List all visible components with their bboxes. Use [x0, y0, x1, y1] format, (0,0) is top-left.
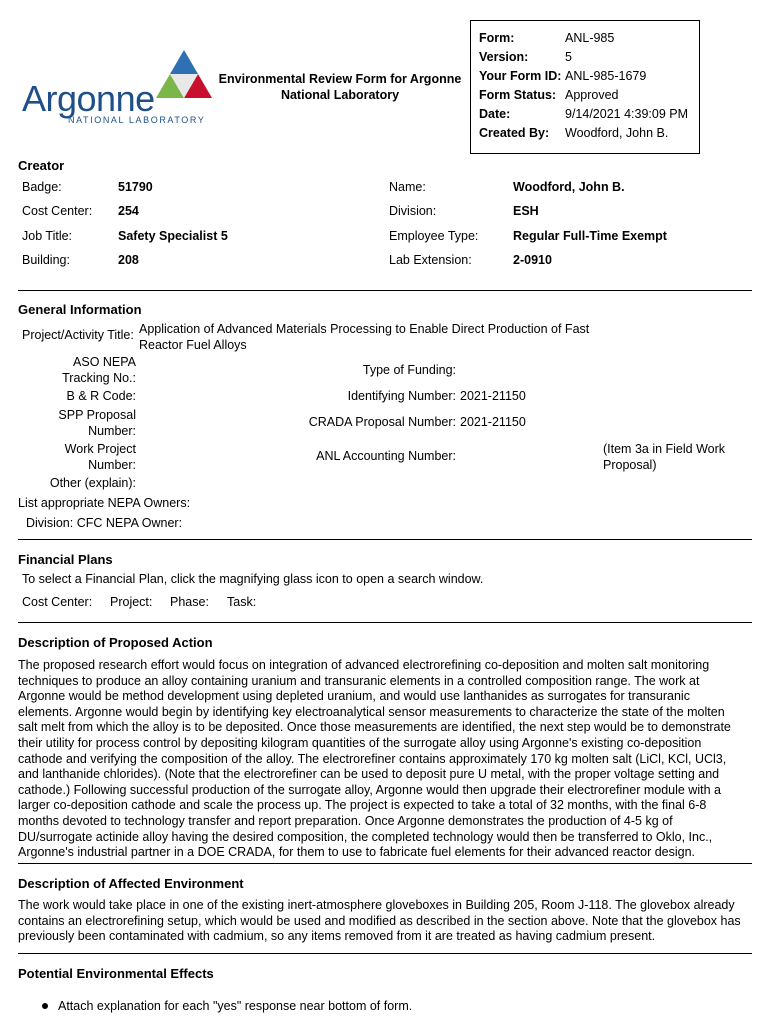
- identifying-number-value: 2021-21150: [460, 389, 526, 403]
- form-id-row: Your Form ID: ANL-985-1679: [479, 69, 647, 83]
- form-title: [212, 71, 468, 103]
- form-status-value: Approved: [565, 88, 619, 102]
- division-label: Division:: [389, 204, 437, 218]
- fp-project-label: Project:: [110, 595, 153, 609]
- lab-extension-label: Lab Extension:: [389, 253, 472, 267]
- form-status-row: Form Status: Approved: [479, 88, 619, 102]
- general-info-heading: General Information: [18, 302, 142, 317]
- form-title-line1: Environmental Review Form for Argonne: [218, 72, 462, 86]
- section-divider: [18, 539, 752, 540]
- fp-cost-center-label: Cost Center:: [22, 595, 93, 609]
- proposed-action-text: The proposed research effort would focus on integration of advanced electrorefining co-deposition and molten salt monitoring techniques to produce an alloy containing uranium and transuranic elements in a controlled composition range. The work at Argonne would be method development using depleted uranium, and would use lanthanides as surrogates for transuranic elements. Argonne would begin by identifying key electroanalytical sensor measurements to characterize the state of the molten salt melt from which the alloy is to be deposited. Once those measurements are identified, the next step would be to demonstrate their utility for process control by depositing kilogram quantities of the surrogate alloy using Argonne's existing co-deposition cathode and verifying the composition of the alloy. The electrorefiner contains approximately 170 kg molten salt (LiCl, KCl, UCl3, and lanthanide chlorides). (Note that the electrorefiner can be used to deposit pure U metal, with the proper voltage setting and cathode.) Following successful production of the surrogate alloy, Argonne would then upgrade their electrorefiner module with a larger co-deposition cathode and scale the process up. The project is expected to take a total of 32 months, with the final 6-8 months devoted to technology transfer and report preparation. Once Argonne demonstrates the production of 4-5 kg of DU/surrogate actinide alloy having the desired composition, the completed technology would then be transferred to Oklo, Inc., Argonne's industrial partner in a DOE CRADA, for them to use to fabricate fuel elements for their advanced reactor design.: [18, 658, 731, 860]
- badge-label: Badge:: [22, 180, 62, 194]
- bullet-icon: [42, 1003, 48, 1009]
- form-row: Form: ANL-985: [479, 31, 615, 45]
- section-divider: [18, 863, 752, 864]
- name-label: Name:: [389, 180, 426, 194]
- building-label: Building:: [22, 253, 70, 267]
- br-code-label: B & R Code:: [66, 389, 136, 403]
- lab-extension-value: 2-0910: [513, 253, 552, 267]
- affected-environment-heading: Description of Affected Environment: [18, 876, 244, 891]
- cost-center-label: Cost Center:: [22, 204, 93, 218]
- form-info-box: [470, 20, 700, 154]
- division-nepa-owner-label: Division: CFC NEPA Owner:: [26, 516, 183, 530]
- form-title-line2: National Laboratory: [280, 88, 400, 102]
- name-value: Woodford, John B.: [513, 180, 625, 194]
- effects-instruction: Attach explanation for each "yes" response near bottom of form.: [58, 999, 413, 1013]
- section-divider: [18, 290, 752, 291]
- fp-phase-label: Phase:: [170, 595, 209, 609]
- job-title-label: Job Title:: [22, 229, 73, 243]
- affected-environment-text: The work would take place in one of the existing inert-atmosphere gloveboxes in Building 205, Room J-118. The glovebox already contains an electrorefining setup, which would be used and modified as described in the section above. Note that the glovebox has previously been contaminated with cadmium, so any items removed from it are treated as having cadmium present.: [18, 898, 741, 944]
- item-note: (Item 3a in Field Work Proposal): [603, 442, 726, 472]
- identifying-number-label: Identifying Number:: [347, 389, 456, 403]
- badge-value: 51790: [118, 180, 153, 194]
- nepa-owners-label: List appropriate NEPA Owners:: [18, 496, 191, 510]
- project-title-value: Application of Advanced Materials Processing to Enable Direct Production of Fast Reactor Fuel Alloys: [139, 322, 590, 352]
- section-divider: [18, 622, 752, 623]
- form-value: ANL-985: [565, 31, 615, 45]
- form-id-value: ANL-985-1679: [565, 69, 647, 83]
- logo-subtitle: NATIONAL LABORATORY: [68, 115, 206, 125]
- created-by-value: Woodford, John B.: [565, 126, 669, 140]
- building-value: 208: [118, 253, 139, 267]
- employee-type-value: Regular Full-Time Exempt: [513, 229, 667, 243]
- cost-center-value: 254: [118, 204, 139, 218]
- date-value: 9/14/2021 4:39:09 PM: [565, 107, 689, 121]
- environmental-effects-heading: Potential Environmental Effects: [18, 966, 214, 981]
- work-project-label: Work Project Number:: [64, 442, 136, 472]
- crada-proposal-value: 2021-21150: [460, 415, 526, 429]
- argonne-logo: [22, 48, 212, 128]
- employee-type-label: Employee Type:: [389, 229, 479, 243]
- aso-nepa-label: ASO NEPA Tracking No.:: [62, 355, 136, 385]
- division-value: ESH: [513, 204, 539, 218]
- financial-plans-heading: Financial Plans: [18, 552, 113, 567]
- anl-accounting-label: ANL Accounting Number:: [316, 449, 456, 463]
- job-title-value: Safety Specialist 5: [118, 229, 228, 243]
- financial-plans-instruction: To select a Financial Plan, click the magnifying glass icon to open a search window.: [22, 572, 484, 586]
- created-by-row: Created By: Woodford, John B.: [479, 126, 669, 140]
- logo-wordmark: Argonne: [22, 78, 155, 119]
- proposed-action-heading: Description of Proposed Action: [18, 635, 213, 650]
- date-row: Date: 9/14/2021 4:39:09 PM: [479, 107, 689, 121]
- project-title-label: Project/Activity Title:: [22, 328, 134, 342]
- version-value: 5: [565, 50, 572, 64]
- spp-proposal-label: SPP Proposal Number:: [58, 408, 136, 438]
- section-divider: [18, 953, 752, 954]
- funding-type-label: Type of Funding:: [362, 363, 456, 377]
- argonne-triangle-logo-icon: [154, 48, 214, 102]
- version-row: Version: 5: [479, 50, 572, 64]
- fp-task-label: Task:: [227, 595, 257, 609]
- other-explain-label: Other (explain):: [49, 476, 136, 490]
- creator-heading: Creator: [18, 158, 65, 173]
- crada-proposal-label: CRADA Proposal Number:: [308, 415, 456, 429]
